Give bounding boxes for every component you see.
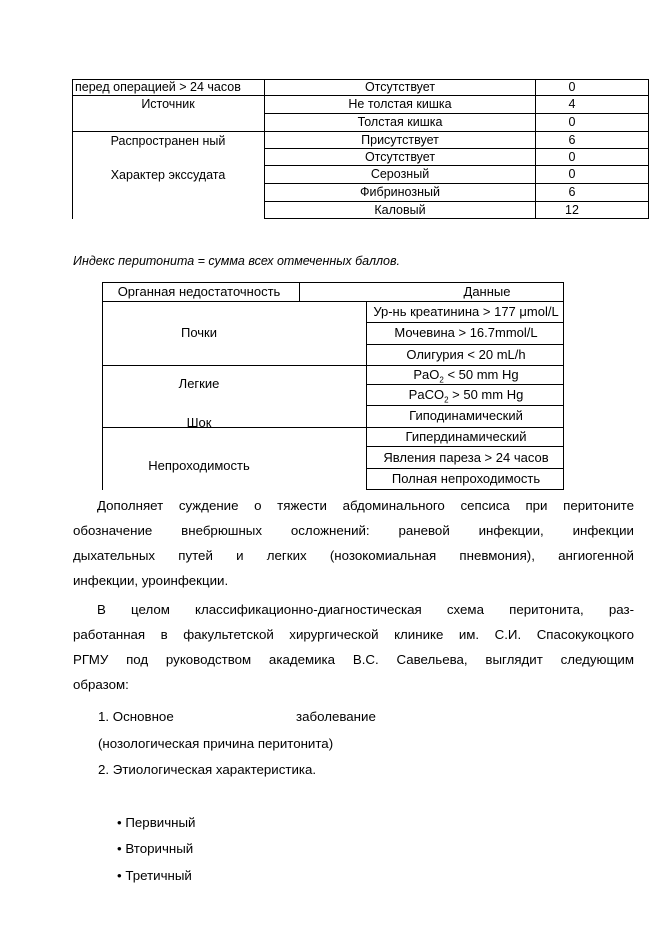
table-row-line — [366, 446, 564, 447]
text-line: инфекции, уроинфекции. — [73, 573, 229, 588]
bullet-icon: • — [117, 815, 122, 830]
table-row-line — [72, 95, 649, 96]
paco2-value: > 50 mm Hg — [448, 387, 524, 402]
subscript: 2 — [444, 395, 449, 405]
list-item-1c: (нозологическая причина перитонита) — [98, 736, 334, 751]
subscript: 2 — [439, 375, 444, 385]
data-item: Полная непроходимость — [391, 471, 541, 486]
table-row-line — [264, 148, 649, 149]
bullet-icon: • — [117, 841, 122, 856]
option-cell: Отсутствует — [364, 150, 436, 164]
score-cell: 6 — [568, 133, 576, 147]
criterion-cell: Распространен ный — [110, 134, 226, 148]
option-cell: Присутствует — [361, 133, 439, 147]
score-cell: 0 — [568, 115, 576, 129]
bullet-item — [117, 841, 193, 856]
organ-kidneys: Почки — [180, 325, 218, 340]
table-row-line — [264, 183, 649, 184]
table-row-line — [264, 113, 649, 114]
option-cell: Отсутствует — [364, 80, 436, 94]
data-item: Мочевина > 16.7mmol/L — [394, 325, 538, 340]
score-cell: 12 — [565, 203, 579, 217]
list-item-1a: 1. Основное — [98, 709, 174, 724]
list-item-1b: заболевание — [296, 709, 376, 724]
data-item: Олигурия < 20 mL/h — [406, 347, 526, 362]
organ-failure-table — [102, 282, 564, 490]
organ-obstruction: Непроходимость — [148, 458, 250, 473]
table-divider — [366, 301, 367, 490]
table-row-line — [72, 131, 649, 132]
table-row-line — [366, 468, 564, 469]
text-line: РГМУ под руководством академика В.С. Савельева, выглядит следующим — [73, 652, 634, 667]
text-line: В целом классификационно-диагностическая схема перитонита, раз- — [97, 602, 634, 617]
option-cell: Толстая кишка — [357, 115, 443, 129]
table-row-line — [264, 201, 649, 202]
pao2-label: PaO — [413, 367, 440, 382]
criterion-cell: Источник — [141, 97, 195, 111]
table-divider — [299, 282, 300, 301]
data-item-paco2 — [409, 387, 524, 409]
pao2-value: < 50 mm Hg — [443, 367, 519, 382]
table-divider-2 — [535, 79, 536, 219]
organ-lungs: Легкие — [178, 376, 220, 391]
text-line: обозначение внебрюшных осложнений: раневой инфекции, инфекции — [73, 523, 634, 538]
text-line: Дополняет суждение о тяжести абдоминального сепсиса при перитоните — [97, 498, 634, 513]
option-cell: Не толстая кишка — [348, 97, 452, 111]
bullet-item — [117, 868, 192, 883]
table-border-right — [648, 79, 649, 219]
header-data: Данные — [463, 284, 511, 299]
bullet-text: Первичный — [125, 815, 196, 830]
table-row-line — [366, 322, 564, 323]
text-line: работанная в факультетской хирургической клинике им. С.И. Спасокукоцкого — [73, 627, 634, 642]
table-border-left — [102, 282, 103, 490]
table-border-top — [102, 282, 564, 283]
list-item-2: 2. Этиологическая характеристика. — [98, 762, 317, 777]
bullet-item — [117, 815, 195, 830]
table-border-right — [563, 282, 564, 490]
data-item: Явления пареза > 24 часов — [383, 450, 549, 465]
paragraph-classification-scheme — [73, 597, 634, 697]
table-row-line — [102, 427, 564, 428]
criterion-cell: перед операцией > 24 часов — [75, 80, 241, 94]
option-cell: Каловый — [374, 203, 426, 217]
data-item: Гипердинамический — [405, 429, 527, 444]
table-row-line — [264, 165, 649, 166]
organ-shock: Шок — [186, 415, 212, 430]
data-item: Гиподинамический — [409, 408, 523, 423]
table-border-left — [72, 79, 73, 219]
table-row-line — [264, 218, 649, 219]
score-cell: 6 — [568, 185, 576, 199]
text-line: дыхательных путей и легких (нозокомиальная пневмония), ангиогенной — [73, 548, 634, 563]
bullet-icon: • — [117, 868, 122, 883]
paragraph-extra-abdominal-complications — [73, 493, 634, 593]
table-row-line — [102, 301, 564, 302]
severity-score-table — [72, 79, 649, 219]
text-line: образом: — [73, 677, 129, 692]
header-organ-failure: Органная недостаточность — [117, 284, 281, 299]
criterion-cell: Характер экссудата — [110, 168, 226, 182]
score-cell: 4 — [568, 97, 576, 111]
bullet-text: Вторичный — [125, 841, 194, 856]
data-item-pao2 — [413, 367, 518, 389]
bullet-text: Третичный — [125, 868, 192, 883]
paco2-label: PaCO — [408, 387, 445, 402]
option-cell: Серозный — [370, 167, 430, 181]
table-row-line — [102, 365, 564, 366]
peritonitis-index-note: Индекс перитонита = сумма всех отмеченных баллов. — [73, 254, 401, 268]
table-row-line — [366, 489, 564, 490]
score-cell: 0 — [568, 167, 576, 181]
score-cell: 0 — [568, 150, 576, 164]
table-divider-1 — [264, 79, 265, 219]
option-cell: Фибринозный — [360, 185, 440, 199]
table-row-line — [366, 344, 564, 345]
score-cell: 0 — [568, 80, 576, 94]
data-item: Ур-нь креатинина > 177 μmol/L — [373, 304, 559, 319]
